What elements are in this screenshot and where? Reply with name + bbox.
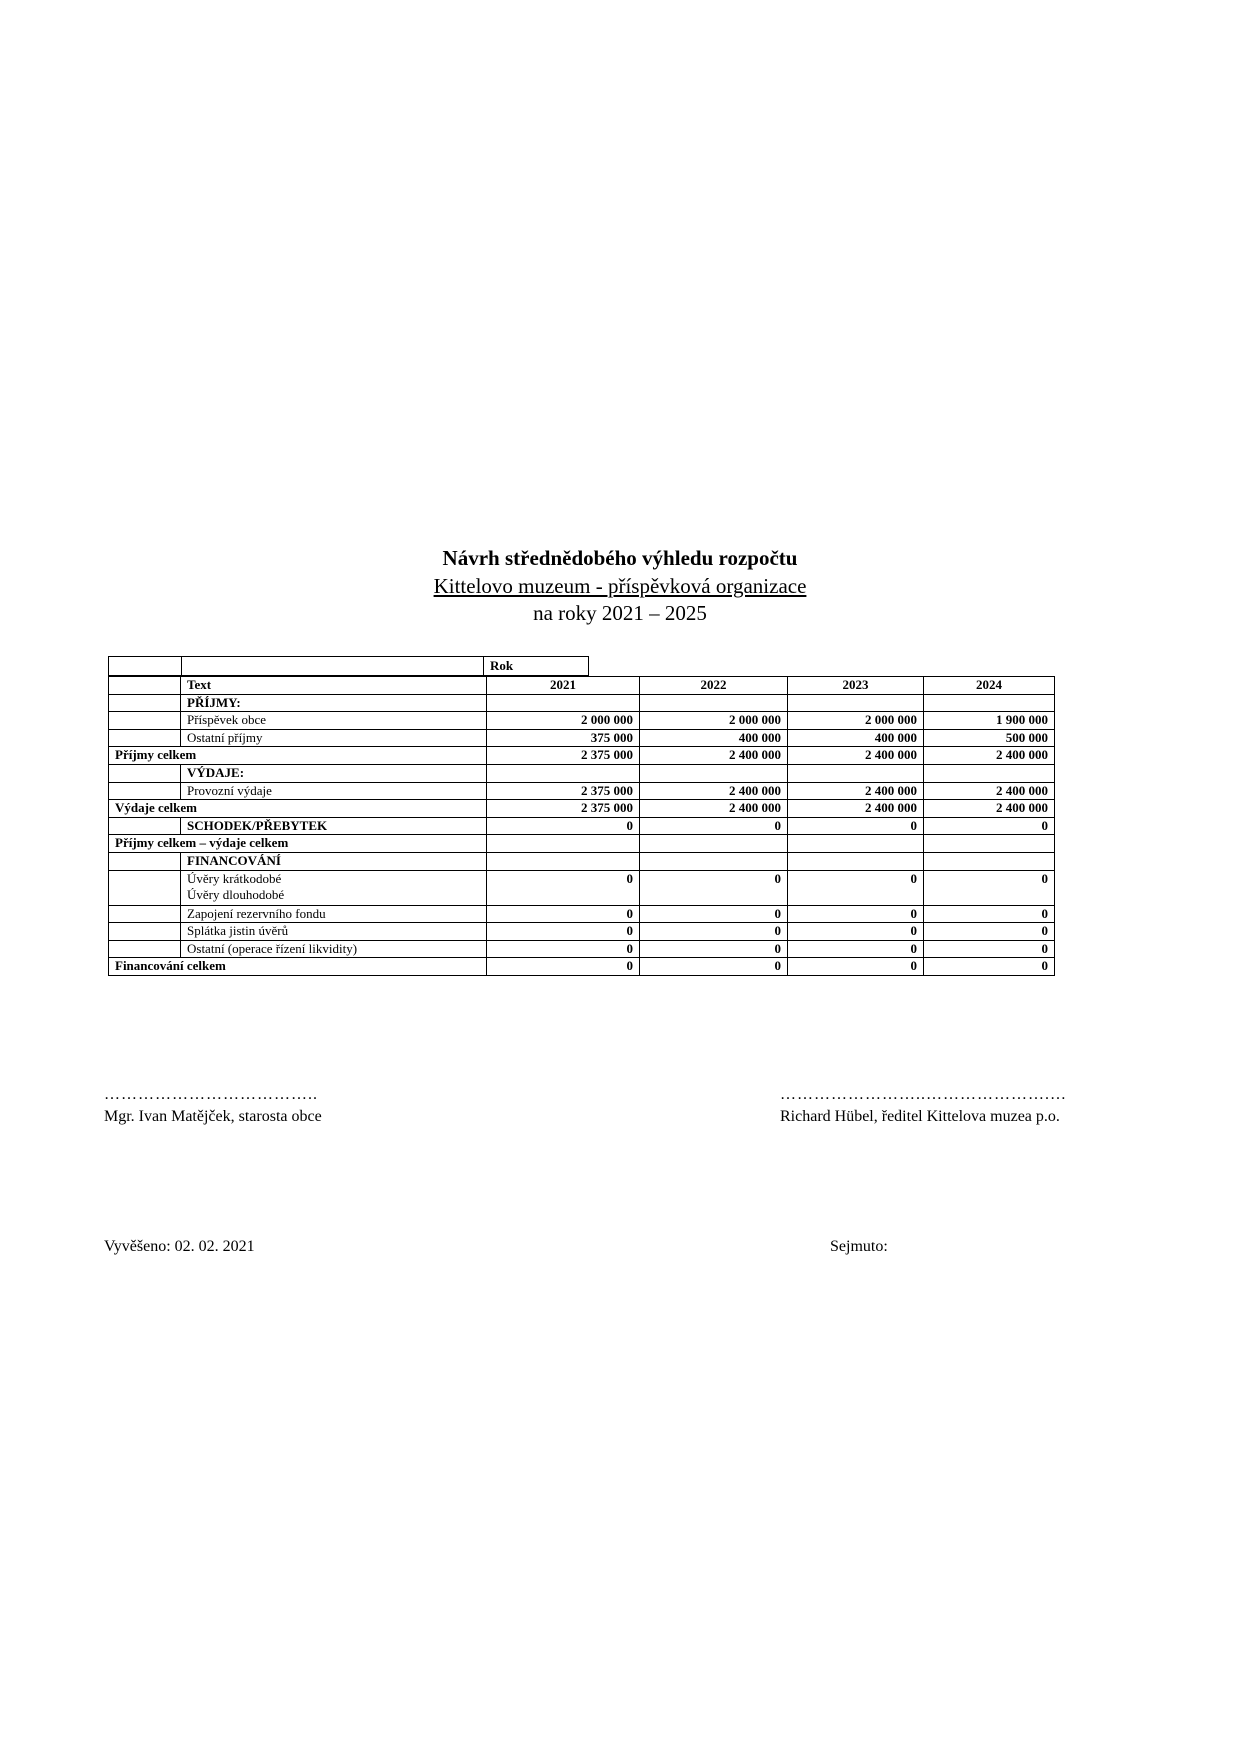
value-cell-2021: 0 xyxy=(487,923,640,941)
posted-date: Vyvěšeno: 02. 02. 2021 xyxy=(104,1238,255,1255)
row-section-label: VÝDAJE: xyxy=(181,764,487,782)
value-cell-2023 xyxy=(788,764,924,782)
value-cell-2024: 0 xyxy=(924,817,1055,835)
value-cell-2023: 0 xyxy=(788,905,924,923)
row-indent-cell xyxy=(109,923,181,941)
row-section-label: FINANCOVÁNÍ xyxy=(181,852,487,870)
value-cell-2024: 2 400 000 xyxy=(924,800,1055,818)
value-cell-2024 xyxy=(924,694,1055,712)
row-indent-cell xyxy=(109,870,181,905)
value-cell-2024: 1 900 000 xyxy=(924,712,1055,730)
organization-name: Kittelovo muzeum - příspěvková organizace xyxy=(433,574,807,598)
value-cell-2024 xyxy=(924,835,1055,853)
row-total-label: Příjmy celkem xyxy=(109,747,487,765)
value-cell-2023: 2 400 000 xyxy=(788,782,924,800)
value-cell-2024: 2 400 000 xyxy=(924,782,1055,800)
value-cell-2022 xyxy=(640,835,788,853)
value-cell-2024 xyxy=(924,852,1055,870)
value-cell-2021: 0 xyxy=(487,940,640,958)
row-section-label: PŘÍJMY: xyxy=(181,694,487,712)
table-row xyxy=(109,817,1055,835)
value-cell-2023: 2 400 000 xyxy=(788,747,924,765)
value-cell-2022 xyxy=(640,852,788,870)
table-header-row xyxy=(109,677,1055,695)
row-total-label: Příjmy celkem – výdaje celkem xyxy=(109,835,487,853)
value-cell-2023: 0 xyxy=(788,958,924,976)
rok-empty-cell xyxy=(182,657,484,676)
text-column-header: Text xyxy=(181,677,487,695)
value-cell-2023: 0 xyxy=(788,817,924,835)
value-cell-2024: 0 xyxy=(924,923,1055,941)
table-row xyxy=(109,870,1055,905)
row-section-label: SCHODEK/PŘEBYTEK xyxy=(181,817,487,835)
row-indent-cell xyxy=(109,712,181,730)
value-cell-2023 xyxy=(788,694,924,712)
rok-empty-cell xyxy=(109,657,182,676)
row-item-label: Ostatní (operace řízení likvidity) xyxy=(181,940,487,958)
value-cell-2023: 400 000 xyxy=(788,729,924,747)
value-cell-2022: 2 400 000 xyxy=(640,800,788,818)
row-indent-cell xyxy=(109,764,181,782)
value-cell-2024: 2 400 000 xyxy=(924,747,1055,765)
table-row xyxy=(109,923,1055,941)
value-cell-2021 xyxy=(487,835,640,853)
table-row xyxy=(109,712,1055,730)
value-cell-2022: 0 xyxy=(640,817,788,835)
row-item-label: Provozní výdaje xyxy=(181,782,487,800)
value-cell-2021: 0 xyxy=(487,870,640,905)
value-cell-2023 xyxy=(788,835,924,853)
period-subtitle: na roky 2021 – 2025 xyxy=(533,601,707,625)
year-header-2024: 2024 xyxy=(924,677,1055,695)
document-title: Návrh střednědobého výhledu rozpočtu xyxy=(442,546,798,570)
value-cell-2021: 0 xyxy=(487,817,640,835)
value-cell-2022: 400 000 xyxy=(640,729,788,747)
value-cell-2021 xyxy=(487,764,640,782)
value-cell-2023: 0 xyxy=(788,940,924,958)
table-row xyxy=(109,800,1055,818)
table-row xyxy=(109,764,1055,782)
row-indent-cell xyxy=(109,852,181,870)
value-cell-2022: 0 xyxy=(640,905,788,923)
signature-name-left: Mgr. Ivan Matějček, starosta obce xyxy=(104,1108,322,1125)
signature-line-right: ……………………..………………….… xyxy=(780,1086,1067,1103)
removed-date: Sejmuto: xyxy=(830,1238,888,1255)
value-cell-2023: 2 000 000 xyxy=(788,712,924,730)
table-row xyxy=(109,940,1055,958)
table-row xyxy=(109,729,1055,747)
value-cell-2021 xyxy=(487,852,640,870)
row-item-label: Zapojení rezervního fondu xyxy=(181,905,487,923)
value-cell-2022: 2 000 000 xyxy=(640,712,788,730)
signature-name-right: Richard Hübel, ředitel Kittelova muzea p.o. xyxy=(780,1108,1060,1125)
rok-label: Rok xyxy=(484,657,589,676)
value-cell-2021: 2 000 000 xyxy=(487,712,640,730)
signature-right xyxy=(780,1084,1067,1128)
table-row xyxy=(109,905,1055,923)
value-cell-2021: 0 xyxy=(487,958,640,976)
row-indent-cell xyxy=(109,729,181,747)
value-cell-2023: 2 400 000 xyxy=(788,800,924,818)
value-cell-2022: 0 xyxy=(640,870,788,905)
row-indent-cell xyxy=(109,817,181,835)
table-row xyxy=(109,852,1055,870)
value-cell-2021: 375 000 xyxy=(487,729,640,747)
value-cell-2024: 0 xyxy=(924,940,1055,958)
value-cell-2021 xyxy=(487,694,640,712)
row-item-label-line2: Úvěry dlouhodobé xyxy=(187,886,285,902)
year-header-2021: 2021 xyxy=(487,677,640,695)
value-cell-2021: 2 375 000 xyxy=(487,782,640,800)
value-cell-2022: 0 xyxy=(640,923,788,941)
row-item-label: Splátka jistin úvěrů xyxy=(181,923,487,941)
row-item-label-line1: Úvěry krátkodobé xyxy=(187,870,282,886)
value-cell-2024 xyxy=(924,764,1055,782)
row-total-label: Výdaje celkem xyxy=(109,800,487,818)
row-total-label: Financování celkem xyxy=(109,958,487,976)
row-indent-cell xyxy=(109,940,181,958)
value-cell-2022 xyxy=(640,694,788,712)
budget-table-body xyxy=(109,677,1055,976)
value-cell-2022: 0 xyxy=(640,940,788,958)
rok-header-row xyxy=(108,656,589,676)
row-indent-cell xyxy=(109,694,181,712)
value-cell-2022: 2 400 000 xyxy=(640,747,788,765)
row-item-label: Příspěvek obce xyxy=(181,712,487,730)
value-cell-2021: 0 xyxy=(487,905,640,923)
value-cell-2023: 0 xyxy=(788,870,924,905)
table-row xyxy=(109,694,1055,712)
year-header-2023: 2023 xyxy=(788,677,924,695)
signature-left xyxy=(104,1084,322,1128)
header-empty-cell xyxy=(109,677,181,695)
table-row xyxy=(109,782,1055,800)
year-header-2022: 2022 xyxy=(640,677,788,695)
value-cell-2023: 0 xyxy=(788,923,924,941)
table-row xyxy=(109,835,1055,853)
value-cell-2021: 2 375 000 xyxy=(487,747,640,765)
row-item-label: Ostatní příjmy xyxy=(181,729,487,747)
value-cell-2022 xyxy=(640,764,788,782)
value-cell-2021: 2 375 000 xyxy=(487,800,640,818)
value-cell-2024: 0 xyxy=(924,958,1055,976)
value-cell-2022: 0 xyxy=(640,958,788,976)
signature-line-left: ……………………………….. xyxy=(104,1086,318,1103)
row-indent-cell xyxy=(109,782,181,800)
table-row xyxy=(109,958,1055,976)
table-row xyxy=(109,747,1055,765)
value-cell-2024: 0 xyxy=(924,905,1055,923)
value-cell-2024: 0 xyxy=(924,870,1055,905)
value-cell-2024: 500 000 xyxy=(924,729,1055,747)
budget-table xyxy=(108,676,1055,976)
value-cell-2023 xyxy=(788,852,924,870)
value-cell-2022: 2 400 000 xyxy=(640,782,788,800)
row-item-label xyxy=(181,870,487,905)
row-indent-cell xyxy=(109,905,181,923)
